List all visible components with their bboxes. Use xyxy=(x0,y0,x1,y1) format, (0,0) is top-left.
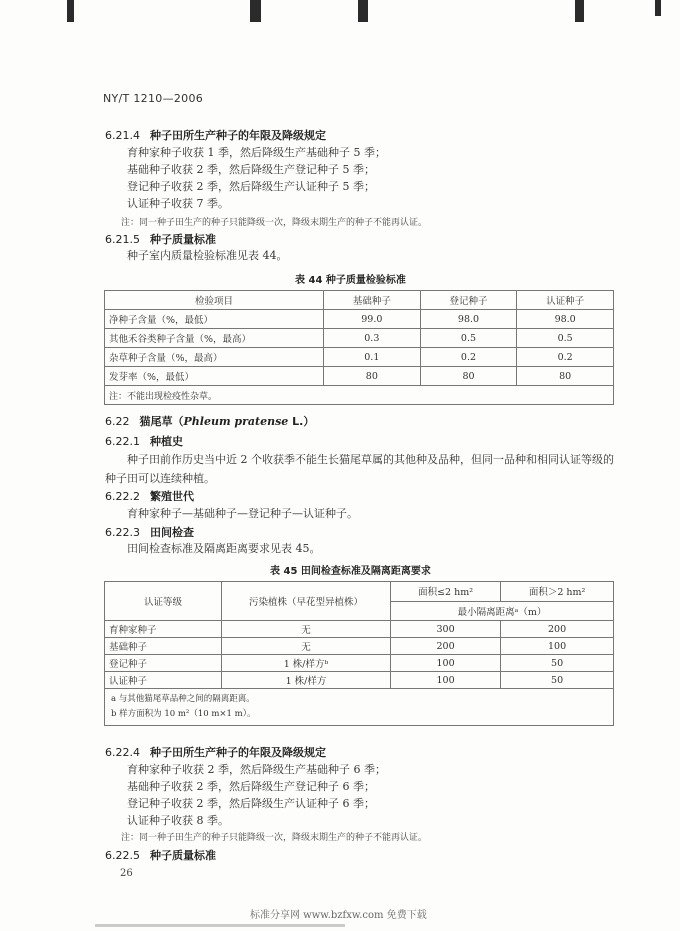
table-44-caption: 表 44 种子质量检验标准 xyxy=(295,275,406,286)
cell: 100 xyxy=(391,672,501,689)
cell: 无 xyxy=(222,638,391,655)
text-line: 基础种子收获 2 季，然后降级生产登记种子 5 季； xyxy=(127,163,375,176)
cell: 登记种子 xyxy=(105,655,222,672)
table-row xyxy=(105,367,614,386)
cell: 发芽率（%，最低） xyxy=(105,367,324,386)
cell: 1 株/样方 xyxy=(222,672,391,689)
note: 注：同一种子田生产的种子只能降级一次，降级末期生产的种子不能再认证。 xyxy=(121,218,428,228)
section-heading-6-22: 6.22 猫尾草（Phleum pratense L.） xyxy=(105,415,315,428)
cell: 0.2 xyxy=(420,348,517,367)
section-heading-6-22-3 xyxy=(105,524,194,540)
table-notes xyxy=(105,689,614,726)
cell: 50 xyxy=(501,655,614,672)
table-45-caption: 表 45 田间检查标准及隔离距离要求 xyxy=(270,566,431,577)
cell: 0.2 xyxy=(517,348,614,367)
table-row xyxy=(105,672,614,689)
cell: 100 xyxy=(391,655,501,672)
section-title: 种子田所生产种子的年限及降级规定 xyxy=(150,746,326,759)
header-cell: 登记种子 xyxy=(420,291,517,310)
table-row xyxy=(105,310,614,329)
cell: 100 xyxy=(501,638,614,655)
section-title: 种子质量标准 xyxy=(150,849,216,862)
cell: 1 株/样方ᵇ xyxy=(222,655,391,672)
note: 注：同一种子田生产的种子只能降级一次，降级末期生产的种子不能再认证。 xyxy=(121,833,428,843)
latin-name: Phleum pratense xyxy=(183,415,289,428)
cell: 净种子含量（%，最低） xyxy=(105,310,324,329)
section-title: 种子田所生产种子的年限及降级规定 xyxy=(150,129,326,142)
section-title: 猫尾草 xyxy=(139,415,173,428)
section-number: 6.22.2 xyxy=(105,490,140,503)
table-header-row xyxy=(105,291,614,310)
section-heading-6-22-1 xyxy=(105,433,183,449)
table-note-row xyxy=(105,386,614,405)
section-heading-6-22-2 xyxy=(105,488,194,504)
section-title: 种植史 xyxy=(150,435,183,448)
table-row xyxy=(105,348,614,367)
section-number: 6.22.3 xyxy=(105,526,140,539)
scan-edge xyxy=(95,924,345,927)
table-header-row xyxy=(105,582,614,602)
cell: 无 xyxy=(222,621,391,638)
table-row xyxy=(105,329,614,348)
cell: 300 xyxy=(391,621,501,638)
text-line: 育种家种子—基础种子—登记种子—认证种子。 xyxy=(127,507,358,520)
binder-mark xyxy=(655,0,661,16)
table-44 xyxy=(104,290,614,405)
section-heading-6-22-5 xyxy=(105,847,216,863)
cell: 200 xyxy=(391,638,501,655)
section-number: 6.22.4 xyxy=(105,746,140,759)
cell: 认证种子 xyxy=(105,672,222,689)
table-row xyxy=(105,655,614,672)
cell: 杂草种子含量（%，最高） xyxy=(105,348,324,367)
page-number: 26 xyxy=(120,868,133,879)
cell: 80 xyxy=(517,367,614,386)
section-number: 6.21.4 xyxy=(105,129,140,142)
cell: 80 xyxy=(420,367,517,386)
cell: 99.0 xyxy=(324,310,421,329)
cell: 0.1 xyxy=(324,348,421,367)
section-heading-6-21-4 xyxy=(105,127,326,143)
table-45 xyxy=(104,581,614,726)
cell: 0.3 xyxy=(324,329,421,348)
text-line: 认证种子收获 7 季。 xyxy=(127,197,229,210)
section-heading-6-21-5 xyxy=(105,231,216,247)
cell: 98.0 xyxy=(420,310,517,329)
header-cell: 最小隔离距离ᵃ（m） xyxy=(391,601,614,621)
footer-watermark: 标准分享网 www.bzfxw.com 免费下载 xyxy=(250,910,427,921)
text-line: 登记种子收获 2 季，然后降级生产认证种子 5 季； xyxy=(127,180,375,193)
cell: 50 xyxy=(501,672,614,689)
standard-code: NY/T 1210—2006 xyxy=(103,92,204,105)
header-cell: 认证等级 xyxy=(105,582,222,621)
text-line: 田间检查标准及隔离距离要求见表 45。 xyxy=(127,542,321,555)
text-line: 认证种子收获 8 季。 xyxy=(127,814,229,827)
section-number: 6.22.1 xyxy=(105,435,140,448)
section-title: 繁殖世代 xyxy=(150,490,194,503)
table-note: 注：不能出现检疫性杂草。 xyxy=(105,386,614,405)
section-heading-6-22-4 xyxy=(105,744,326,760)
cell: 0.5 xyxy=(517,329,614,348)
header-cell: 检验项目 xyxy=(105,291,324,310)
text-line: 基础种子收获 2 季，然后降级生产登记种子 6 季； xyxy=(127,780,375,793)
cell: 基础种子 xyxy=(105,638,222,655)
section-title: 种子质量标准 xyxy=(150,233,216,246)
table-note-row xyxy=(105,689,614,726)
table-row xyxy=(105,638,614,655)
binder-mark xyxy=(67,0,74,22)
text-line: 育种家种子收获 1 季，然后降级生产基础种子 5 季； xyxy=(127,146,386,159)
cell: 其他禾谷类种子含量（%，最高） xyxy=(105,329,324,348)
cell: 200 xyxy=(501,621,614,638)
cell: 80 xyxy=(324,367,421,386)
text-line: 种子室内质量检验标准见表 44。 xyxy=(127,249,288,262)
header-cell: 认证种子 xyxy=(517,291,614,310)
header-cell: 面积≤2 hm² xyxy=(391,582,501,602)
section-number: 6.22.5 xyxy=(105,849,140,862)
text-line: 登记种子收获 2 季，然后降级生产认证种子 6 季； xyxy=(127,797,375,810)
cell: 98.0 xyxy=(517,310,614,329)
latin-author: L. xyxy=(292,415,304,428)
header-cell: 面积＞2 hm² xyxy=(501,582,614,602)
header-cell: 污染植株（早花型异植株） xyxy=(222,582,391,621)
footnote-b: b 样方面积为 10 m²（10 m×1 m）。 xyxy=(111,709,256,719)
binder-mark xyxy=(250,0,261,22)
section-title: 田间检查 xyxy=(150,526,194,539)
paragraph: 种子田前作历史当中近 2 个收获季不能生长猫尾草属的其他种及品种，但同一品种和相同认证等级的种子田可以连续种植。 xyxy=(105,453,614,485)
header-cell: 基础种子 xyxy=(324,291,421,310)
section-number: 6.21.5 xyxy=(105,233,140,246)
footnote-a: a 与其他猫尾草品种之间的隔离距离。 xyxy=(111,694,255,704)
section-number: 6.22 xyxy=(105,415,130,428)
text-line: 育种家种子收获 2 季，然后降级生产基础种子 6 季； xyxy=(127,763,386,776)
cell: 育种家种子 xyxy=(105,621,222,638)
table-row xyxy=(105,621,614,638)
binder-mark xyxy=(358,0,368,22)
cell: 0.5 xyxy=(420,329,517,348)
binder-mark xyxy=(575,0,584,22)
